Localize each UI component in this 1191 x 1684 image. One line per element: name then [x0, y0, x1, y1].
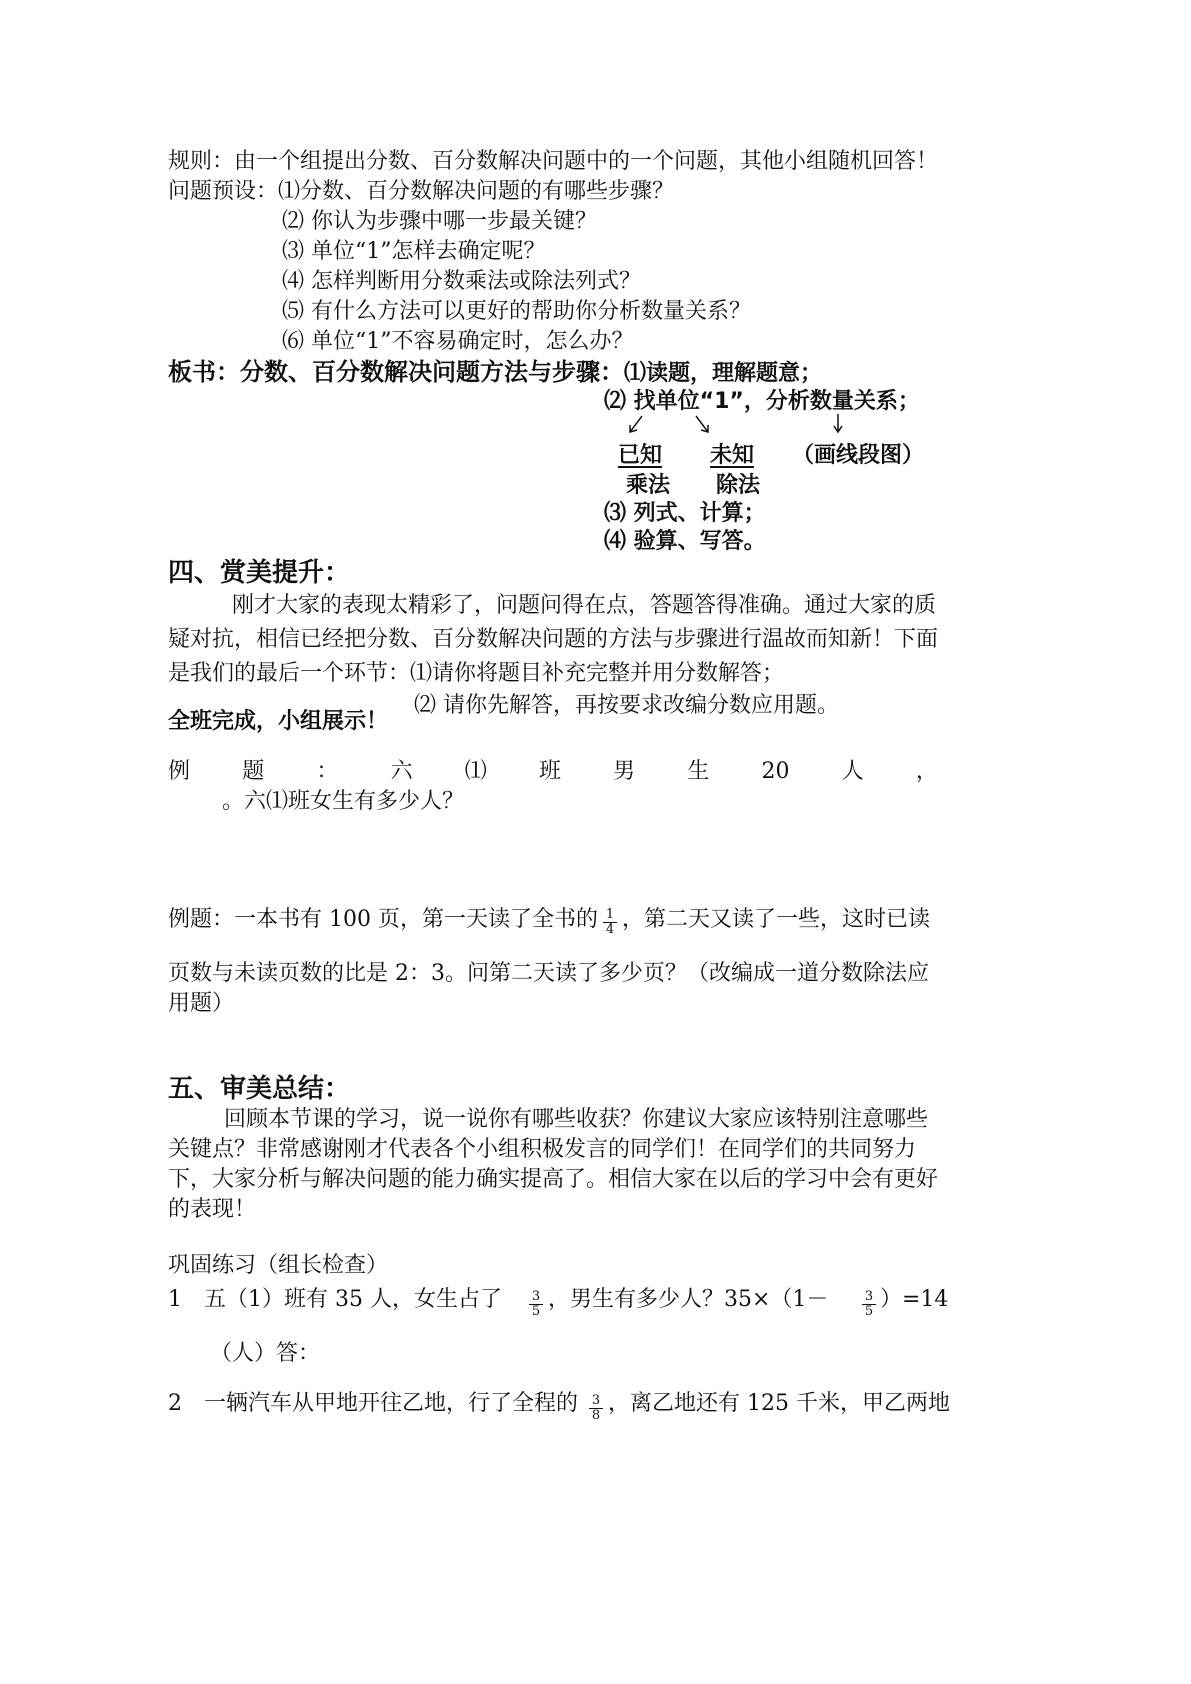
preset-item: ⑴分数、百分数解决问题的有哪些步骤？ — [278, 179, 675, 204]
example1-token: 生 — [687, 759, 710, 784]
practice-q1-pre: 1 五（1）班有 35 人，女生占了 — [168, 1287, 502, 1312]
board-arrows — [620, 412, 860, 438]
fraction-denominator: 8 — [591, 1408, 601, 1423]
board-multiply: 乘法 — [626, 473, 671, 498]
practice-q2-post: ，离乙地还有 125 千米，甲乙两地 — [608, 1391, 950, 1416]
section5-para: 下，大家分析与解决问题的能力确实提高了。相信大家在以后的学习中会有更好 — [168, 1167, 939, 1192]
fraction-numerator: 3 — [862, 1290, 876, 1305]
example1-token: 20 — [761, 759, 790, 784]
section5-para: 的表现！ — [168, 1197, 257, 1222]
fraction-denominator: 5 — [531, 1304, 541, 1319]
section4-para: 刚才大家的表现太精彩了，问题问得在点，答题答得准确。通过大家的质 — [232, 593, 937, 618]
board-drawing: （画线段图） — [792, 443, 925, 468]
practice-q1-mid: ，男生有多少人？35×（1－ — [548, 1287, 829, 1312]
practice-heading: 巩固练习（组长检查） — [168, 1253, 389, 1278]
example2-line2: 页数与未读页数的比是 2：3。问第二天读了多少页？（改编成一道分数除法应 — [168, 961, 929, 986]
section4-para: 是我们的最后一个环节：⑴请你将题目补充完整并用分数解答； — [168, 661, 785, 686]
board-step-4: ⑷ 验算、写答。 — [604, 529, 766, 554]
board-step-1: ⑴读题，理解题意； — [624, 361, 823, 386]
fraction-denominator: 4 — [605, 922, 615, 937]
board-step-3: ⑶ 列式、计算； — [604, 501, 766, 526]
example2-line3: 用题） — [168, 991, 235, 1016]
fraction — [603, 908, 617, 937]
example1-token: ⑴ — [464, 759, 487, 784]
section5-para: 关键点？非常感谢刚才代表各个小组积极发言的同学们！在同学们的共同努力 — [168, 1137, 917, 1162]
fraction — [862, 1290, 876, 1319]
preset-label: 问题预设： — [168, 179, 279, 204]
example1-token: 题 — [242, 759, 265, 784]
practice-q2-pre: 2 一辆汽车从甲地开往乙地，行了全程的 — [168, 1391, 578, 1416]
fraction-numerator: 3 — [589, 1394, 603, 1409]
class-task: 全班完成，小组展示！ — [168, 709, 389, 734]
fraction — [529, 1290, 543, 1319]
example1-token: 例 — [168, 759, 191, 784]
preset-item: ⑸ 有什么方法可以更好的帮助你分析数量关系？ — [282, 299, 751, 324]
example1-token: ， — [915, 759, 938, 784]
example1-line2: 。六⑴班女生有多少人？ — [222, 789, 465, 814]
example1-line1 — [168, 756, 938, 788]
fraction-numerator: 3 — [529, 1290, 543, 1305]
example1-token: 男 — [613, 759, 636, 784]
preset-item: ⑶ 单位“1”怎样去确定呢？ — [282, 239, 546, 264]
example1-token: 六 — [390, 759, 413, 784]
section4-para: ⑵ 请你先解答，再按要求改编分数应用题。 — [414, 693, 839, 718]
fraction — [589, 1394, 603, 1423]
board-unknown: 未知 — [709, 443, 754, 468]
preset-item: ⑷ 怎样判断用分数乘法或除法列式？ — [282, 269, 641, 294]
board-title-text: 板书：分数、百分数解决问题方法与步骤： — [168, 358, 624, 386]
section4-heading: 四、赏美提升： — [168, 558, 351, 588]
preset-item: ⑵ 你认为步骤中哪一步最关键？ — [282, 209, 597, 234]
example1-token: 班 — [538, 759, 561, 784]
board-title — [168, 356, 822, 390]
fraction-denominator: 5 — [864, 1304, 874, 1319]
example2-line1-post: ，第二天又读了一些，这时已读 — [622, 907, 931, 932]
example1-token: 人 — [841, 759, 864, 784]
practice-q1-line2: （人）答： — [210, 1341, 321, 1366]
example1-token: ： — [316, 759, 339, 784]
section4-para: 疑对抗，相信已经把分数、百分数解决问题的方法与步骤进行温故而知新！下面 — [168, 627, 939, 652]
preset-item: ⑹ 单位“1”不容易确定时，怎么办？ — [282, 329, 634, 354]
fraction-numerator: 1 — [603, 908, 617, 923]
practice-q1-post: ）=14 — [880, 1287, 949, 1312]
board-known: 已知 — [617, 443, 662, 468]
rules-text: 规则：由一个组提出分数、百分数解决问题中的一个问题，其他小组随机回答！ — [168, 149, 939, 174]
section5-heading: 五、审美总结： — [168, 1074, 351, 1104]
board-divide: 除法 — [716, 473, 761, 498]
section5-para: 回顾本节课的学习，说一说你有哪些收获？你建议大家应该特别注意哪些 — [224, 1107, 929, 1132]
board-step-2: ⑵ 找单位“1”，分析数量关系； — [604, 389, 920, 414]
example2-line1-pre: 例题：一本书有 100 页，第一天读了全书的 — [168, 907, 598, 932]
